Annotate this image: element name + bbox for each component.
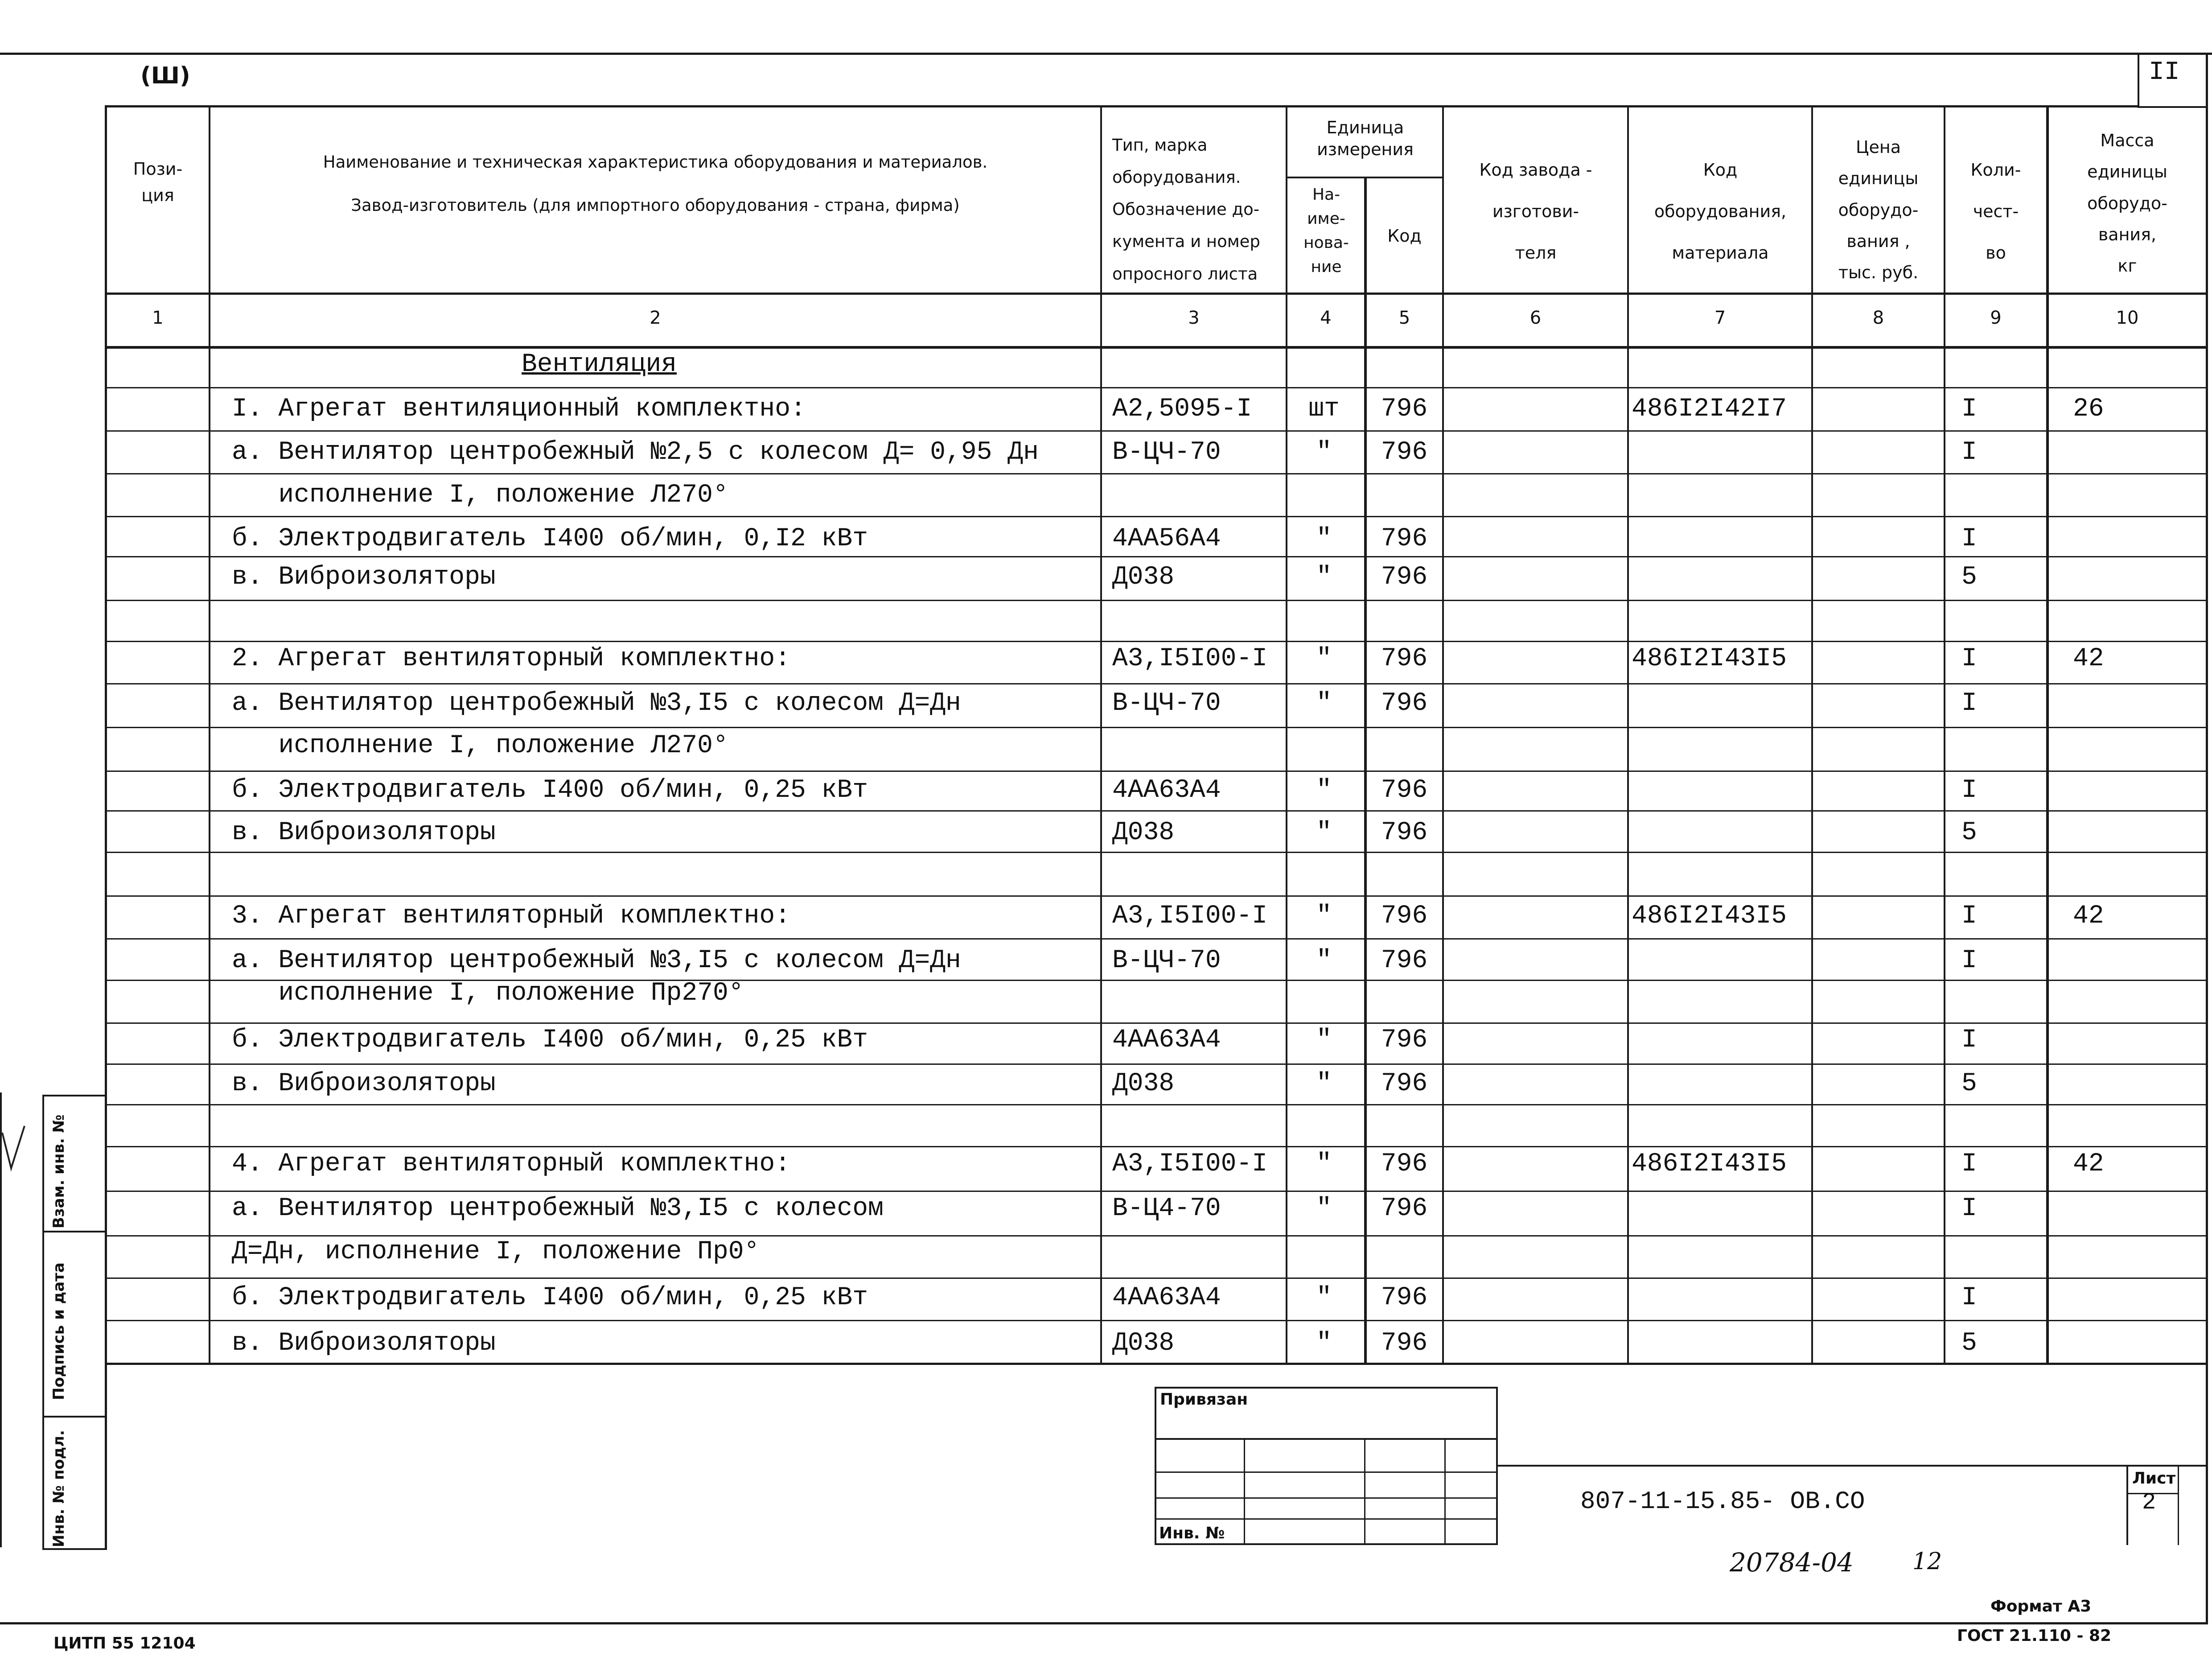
table-bottom-line [105,1363,2207,1365]
sheet-number-top: II [2149,58,2180,87]
header-col5: Код [1387,226,1422,246]
col-line-4 [1364,177,1367,1364]
col-line-2 [1100,105,1102,1364]
header-col10: Масса единицы оборудо- вания, кг [2087,131,2167,276]
header-col7: Код оборудования, материала [1654,160,1787,263]
col-line-5 [1442,105,1444,1364]
header-col1: Пози- ция [133,159,183,205]
header-col3: Тип, марка оборудования. Обозначение до- кумента и номер опросного листа [1112,136,1260,284]
sheet-number-box [2138,54,2139,107]
top-border-line [0,53,2212,55]
side-label-podpis: Подпись и дата [50,1262,68,1400]
stamp-list-label: Лист [2132,1469,2176,1488]
margin-checkmark-icon [0,1124,27,1177]
header-unit-group: Единица измерения [1317,118,1414,160]
col-line-9 [2046,105,2049,1364]
footer-handwritten-num: 12 [1912,1548,1942,1575]
col-line-7 [1811,105,1813,1364]
stamp-inv: Инв. № [1159,1524,1225,1542]
footer-format: Формат А3 [1990,1597,2092,1616]
stamp-doc-code: 807-11-15.85- ОВ.СО [1580,1487,1865,1516]
right-border-line [2206,53,2208,1622]
header-bottom-line [105,293,2207,295]
sheet-number-box-bottom [2138,106,2207,108]
header-col6: Код завода - изготови- теля [1479,160,1592,263]
sheet-index: (Ш) [140,62,190,89]
stamp-privyazan: Привязан [1160,1390,1248,1409]
section-title: Вентиляция [522,350,677,379]
side-label-vzam: Взам. инв. № [50,1114,68,1228]
stamp-list-number: 2 [2142,1489,2156,1516]
col-line-6 [1627,105,1629,1364]
header-col4: На- име- нова- ние [1303,185,1349,276]
col-line-1 [209,105,210,1364]
col-line-8 [1944,105,1945,1364]
footer-gost: ГОСТ 21.110 - 82 [1957,1627,2112,1645]
footer-handwritten: 20784-04 [1730,1547,1854,1578]
header-col2: Наименование и техническая характеристика оборудования и материалов. Завод-изготовитель (для импортного оборудования - страна, фирма) [323,152,988,215]
colnum-bottom-line [105,346,2207,349]
side-label-inv-podl: Инв. № подл. [50,1430,68,1547]
bottom-border-line [0,1622,2208,1624]
table-top-line [105,105,2138,107]
footer-citp: ЦИТП 55 12104 [53,1634,196,1653]
header-col9: Коли- чест- во [1970,160,2021,263]
col-line-3 [1286,105,1287,1364]
header-col8: Цена единицы оборудо- вания , тыс. руб. [1838,137,1919,283]
